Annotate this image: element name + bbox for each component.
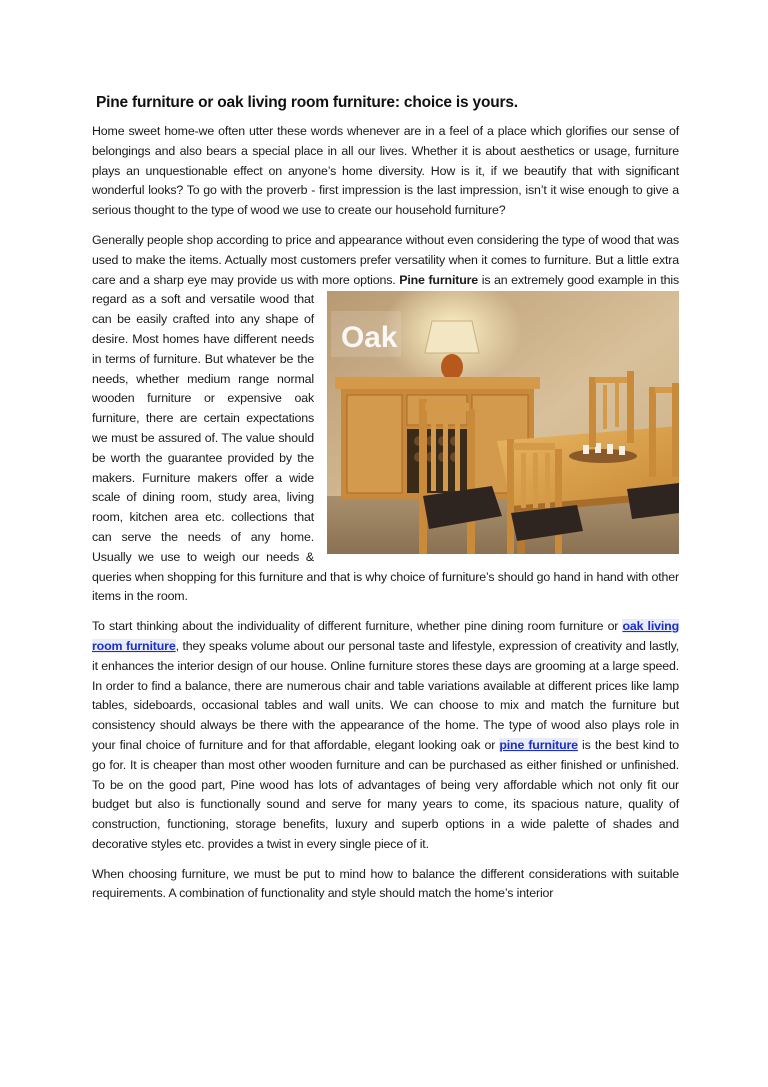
intro-paragraph: Home sweet home-we often utter these words whenever are in a feel of a place which glorifies our sense of belongings and also bears a special place in all our lives. Whether it is about aesthetics or usage, furniture plays an unquestionable effect on anyone’s home diversity. How is it, if we beautify that with significant wonderful looks? To go with the proverb - first impression is the last impression, isn’t it wise enough to give a serious thought to the type of wood we use to create our household furniture? (92, 124, 679, 218)
oak-living-room-furniture-link[interactable]: oak living room furniture (92, 619, 679, 653)
pine-paragraph (92, 231, 679, 607)
oak-dining-room-image (327, 291, 679, 554)
floor (327, 496, 679, 554)
centerpiece-tray (569, 449, 637, 463)
oak-label: Oak (341, 321, 398, 355)
individuality-end: is the best kind to go for. It is cheaper than most other wooden furniture and can be purchased as either finished or unfinished. To be on the good part, Pine wood has lots of advantages of being very affordable which not only fit our budget but also is functionally sound and serve for many years to come, its spacious nature, quality of construction, functioning, storage benefits, luxury and superb options in a wide palette of shades and decorative styles etc. provides a twist in every single piece of it. (92, 737, 679, 851)
individuality-lead: To start thinking about the individuality of different furniture, whether pine dining room furniture or (92, 619, 623, 634)
page-title: Pine furniture or oak living room furniture: choice is yours. (96, 94, 518, 111)
individuality-paragraph (92, 617, 679, 855)
lamp-base-icon (441, 354, 463, 380)
pine-paragraph-rest: is an extremely good example in this regard as a soft and versatile wood that can be easily crafted into any shape of desire. Most homes have different needs in terms of furniture. But whatever be the needs, whether medium range normal wooden furniture or expensive oak furniture, there are certain expectations we must be assured of. The value should be worth the guarantee provided by the makers. Furniture makers offer a wide scale of dining room, study area, living room, kitchen area etc. collections that can serve the needs of any home. Usually we use to weigh our needs & queries when shopping for this furniture and that is why choice of furniture’s should go hand in hand with other items in the room. (92, 272, 679, 604)
pine-paragraph-lead: Generally people shop according to price and appearance without even considering the type of wood that was used to make the items. Actually most customers prefer versatility when it comes to furniture. But a little extra care and a sharp eye may provide us with more options. (92, 232, 679, 287)
individuality-middle: , they speaks volume about our personal taste and lifestyle, expression of creativity and lastly, it enhances the interior design of our house. Online furniture stores these days are grooming at a large speed. In order to find a balance, there are numerous chair and table variations available at different prices like lamp tables, sideboards, occasional tables and wall units. We can choose to mix and match the furniture but consistency should always be there with the appearance of the home. The type of wood also plays role in your final choice of furniture and for that affordable, elegant looking oak or (92, 638, 679, 752)
pine-paragraph-text (92, 231, 679, 607)
sideboard-top (335, 377, 540, 389)
pine-furniture-link[interactable]: pine furniture (499, 737, 578, 752)
pine-furniture-bold: Pine furniture (399, 272, 479, 287)
lamp-shade-icon (425, 321, 479, 353)
choosing-paragraph: When choosing furniture, we must be put to mind how to balance the different considerations with suitable requirements. A combination of functionality and style should match the home’s interior (92, 866, 679, 901)
sideboard-door-left (347, 395, 402, 493)
